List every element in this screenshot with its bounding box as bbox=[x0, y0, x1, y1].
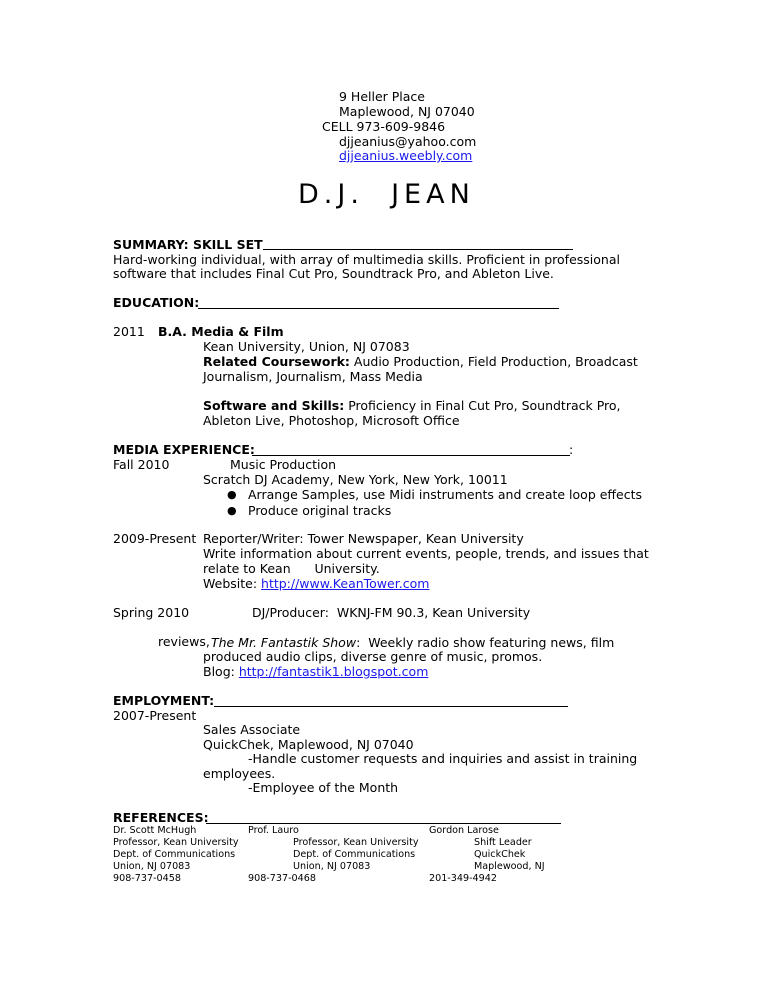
summary-line-1: Hard-working individual, with array of multimedia skills. Proficient in professional bbox=[113, 252, 620, 267]
ref-3-phone: 201-349-4942 bbox=[429, 873, 497, 884]
ref-1-dept: Dept. of Communications bbox=[113, 849, 236, 860]
contact-street: 9 Heller Place bbox=[339, 89, 425, 104]
media-2-title: Reporter/Writer: Tower Newspaper, Kean University bbox=[203, 531, 524, 546]
ref-2-dept: Dept. of Communications bbox=[293, 849, 416, 860]
employment-duty-1: -Handle customer requests and inquiries and assist in training bbox=[248, 751, 638, 766]
media-2-line-1: Write information about current events, people, trends, and issues that bbox=[203, 546, 649, 561]
summary-heading: SUMMARY: SKILL SET bbox=[113, 237, 263, 252]
contact-cell: CELL 973-609-9846 bbox=[322, 119, 446, 134]
media-trailing-colon: : bbox=[569, 442, 574, 457]
show-desc: : Weekly radio show featuring news, film bbox=[356, 635, 615, 650]
education-heading: EDUCATION: bbox=[113, 295, 200, 310]
media-3-cont-2: produced audio clips, diverse genre of music, promos. bbox=[203, 649, 543, 664]
education-year: 2011 bbox=[113, 324, 145, 339]
education-skills bbox=[203, 398, 621, 413]
show-name: The Mr. Fantastik Show bbox=[210, 635, 357, 650]
employment-rule bbox=[214, 706, 568, 707]
blog-link[interactable]: http://fantastik1.blogspot.com bbox=[238, 664, 429, 679]
education-degree: B.A. Media & Film bbox=[158, 324, 284, 339]
contact-city: Maplewood, NJ 07040 bbox=[339, 104, 475, 119]
employment-duty-2: -Employee of the Month bbox=[248, 780, 399, 795]
contact-email: djjeanius@yahoo.com bbox=[339, 134, 477, 149]
ref-3-title: Shift Leader bbox=[474, 837, 532, 848]
ref-2-city: Union, NJ 07083 bbox=[293, 861, 371, 872]
media-1-bullet-1: Arrange Samples, use Midi instruments and create loop effects bbox=[248, 487, 643, 502]
employment-duty-1b: employees. bbox=[203, 766, 276, 781]
media-1-bullet-2: Produce original tracks bbox=[248, 503, 392, 518]
blog-label: Blog: bbox=[203, 664, 239, 679]
ref-2-title: Professor, Kean University bbox=[293, 837, 419, 848]
coursework-label: Related Coursework: bbox=[203, 354, 350, 369]
website-label: Website: bbox=[203, 576, 262, 591]
ref-3-name: Gordon Larose bbox=[429, 825, 499, 836]
ref-2-name: Prof. Lauro bbox=[248, 825, 299, 836]
media-1-place: Scratch DJ Academy, New York, New York, 10011 bbox=[203, 472, 508, 487]
media-2-line-2: relate to Kean University. bbox=[203, 561, 380, 576]
summary-line-2: software that includes Final Cut Pro, Soundtrack Pro, and Ableton Live. bbox=[113, 266, 554, 281]
ref-3-city: Maplewood, NJ bbox=[474, 861, 545, 872]
media-3-date: Spring 2010 bbox=[113, 605, 190, 620]
ref-1-title: Professor, Kean University bbox=[113, 837, 239, 848]
coursework-text: Audio Production, Field Production, Broadcast bbox=[349, 354, 638, 369]
bullet-icon: ● bbox=[227, 504, 237, 517]
contact-website-link[interactable]: djjeanius.weebly.com bbox=[339, 148, 473, 163]
ref-1-phone: 908-737-0458 bbox=[113, 873, 181, 884]
media-3-show bbox=[203, 620, 614, 650]
media-3-cont-1: reviews, bbox=[158, 634, 210, 649]
media-2-website bbox=[203, 576, 429, 591]
resume-name: D.J. JEAN bbox=[298, 179, 475, 210]
employment-place: QuickChek, Maplewood, NJ 07040 bbox=[203, 737, 414, 752]
keantower-link[interactable]: http://www.KeanTower.com bbox=[261, 576, 430, 591]
summary-rule bbox=[263, 249, 573, 250]
ref-3-company: QuickChek bbox=[474, 849, 526, 860]
ref-2-phone: 908-737-0468 bbox=[248, 873, 316, 884]
education-coursework bbox=[203, 354, 638, 369]
education-rule bbox=[198, 308, 559, 309]
skills-line-2: Ableton Live, Photoshop, Microsoft Office bbox=[203, 413, 460, 428]
skills-label: Software and Skills: bbox=[203, 398, 345, 413]
references-heading: REFERENCES: bbox=[113, 810, 209, 825]
media-1-title: Music Production bbox=[230, 457, 337, 472]
ref-1-name: Dr. Scott McHugh bbox=[113, 825, 197, 836]
bullet-icon: ● bbox=[227, 488, 237, 501]
references-rule bbox=[206, 823, 561, 824]
media-heading: MEDIA EXPERIENCE: bbox=[113, 442, 255, 457]
skills-text: Proficiency in Final Cut Pro, Soundtrack Pro, bbox=[344, 398, 621, 413]
media-3-blog bbox=[203, 664, 428, 679]
media-2-date: 2009-Present bbox=[113, 531, 197, 546]
media-3-title: DJ/Producer: WKNJ-FM 90.3, Kean University bbox=[252, 605, 531, 620]
media-1-date: Fall 2010 bbox=[113, 457, 170, 472]
employment-title: Sales Associate bbox=[203, 722, 301, 737]
coursework-line-2: Journalism, Journalism, Mass Media bbox=[203, 369, 423, 384]
employment-heading: EMPLOYMENT: bbox=[113, 693, 215, 708]
employment-date: 2007-Present bbox=[113, 708, 197, 723]
media-rule bbox=[252, 455, 570, 456]
ref-1-city: Union, NJ 07083 bbox=[113, 861, 191, 872]
education-school: Kean University, Union, NJ 07083 bbox=[203, 339, 410, 354]
